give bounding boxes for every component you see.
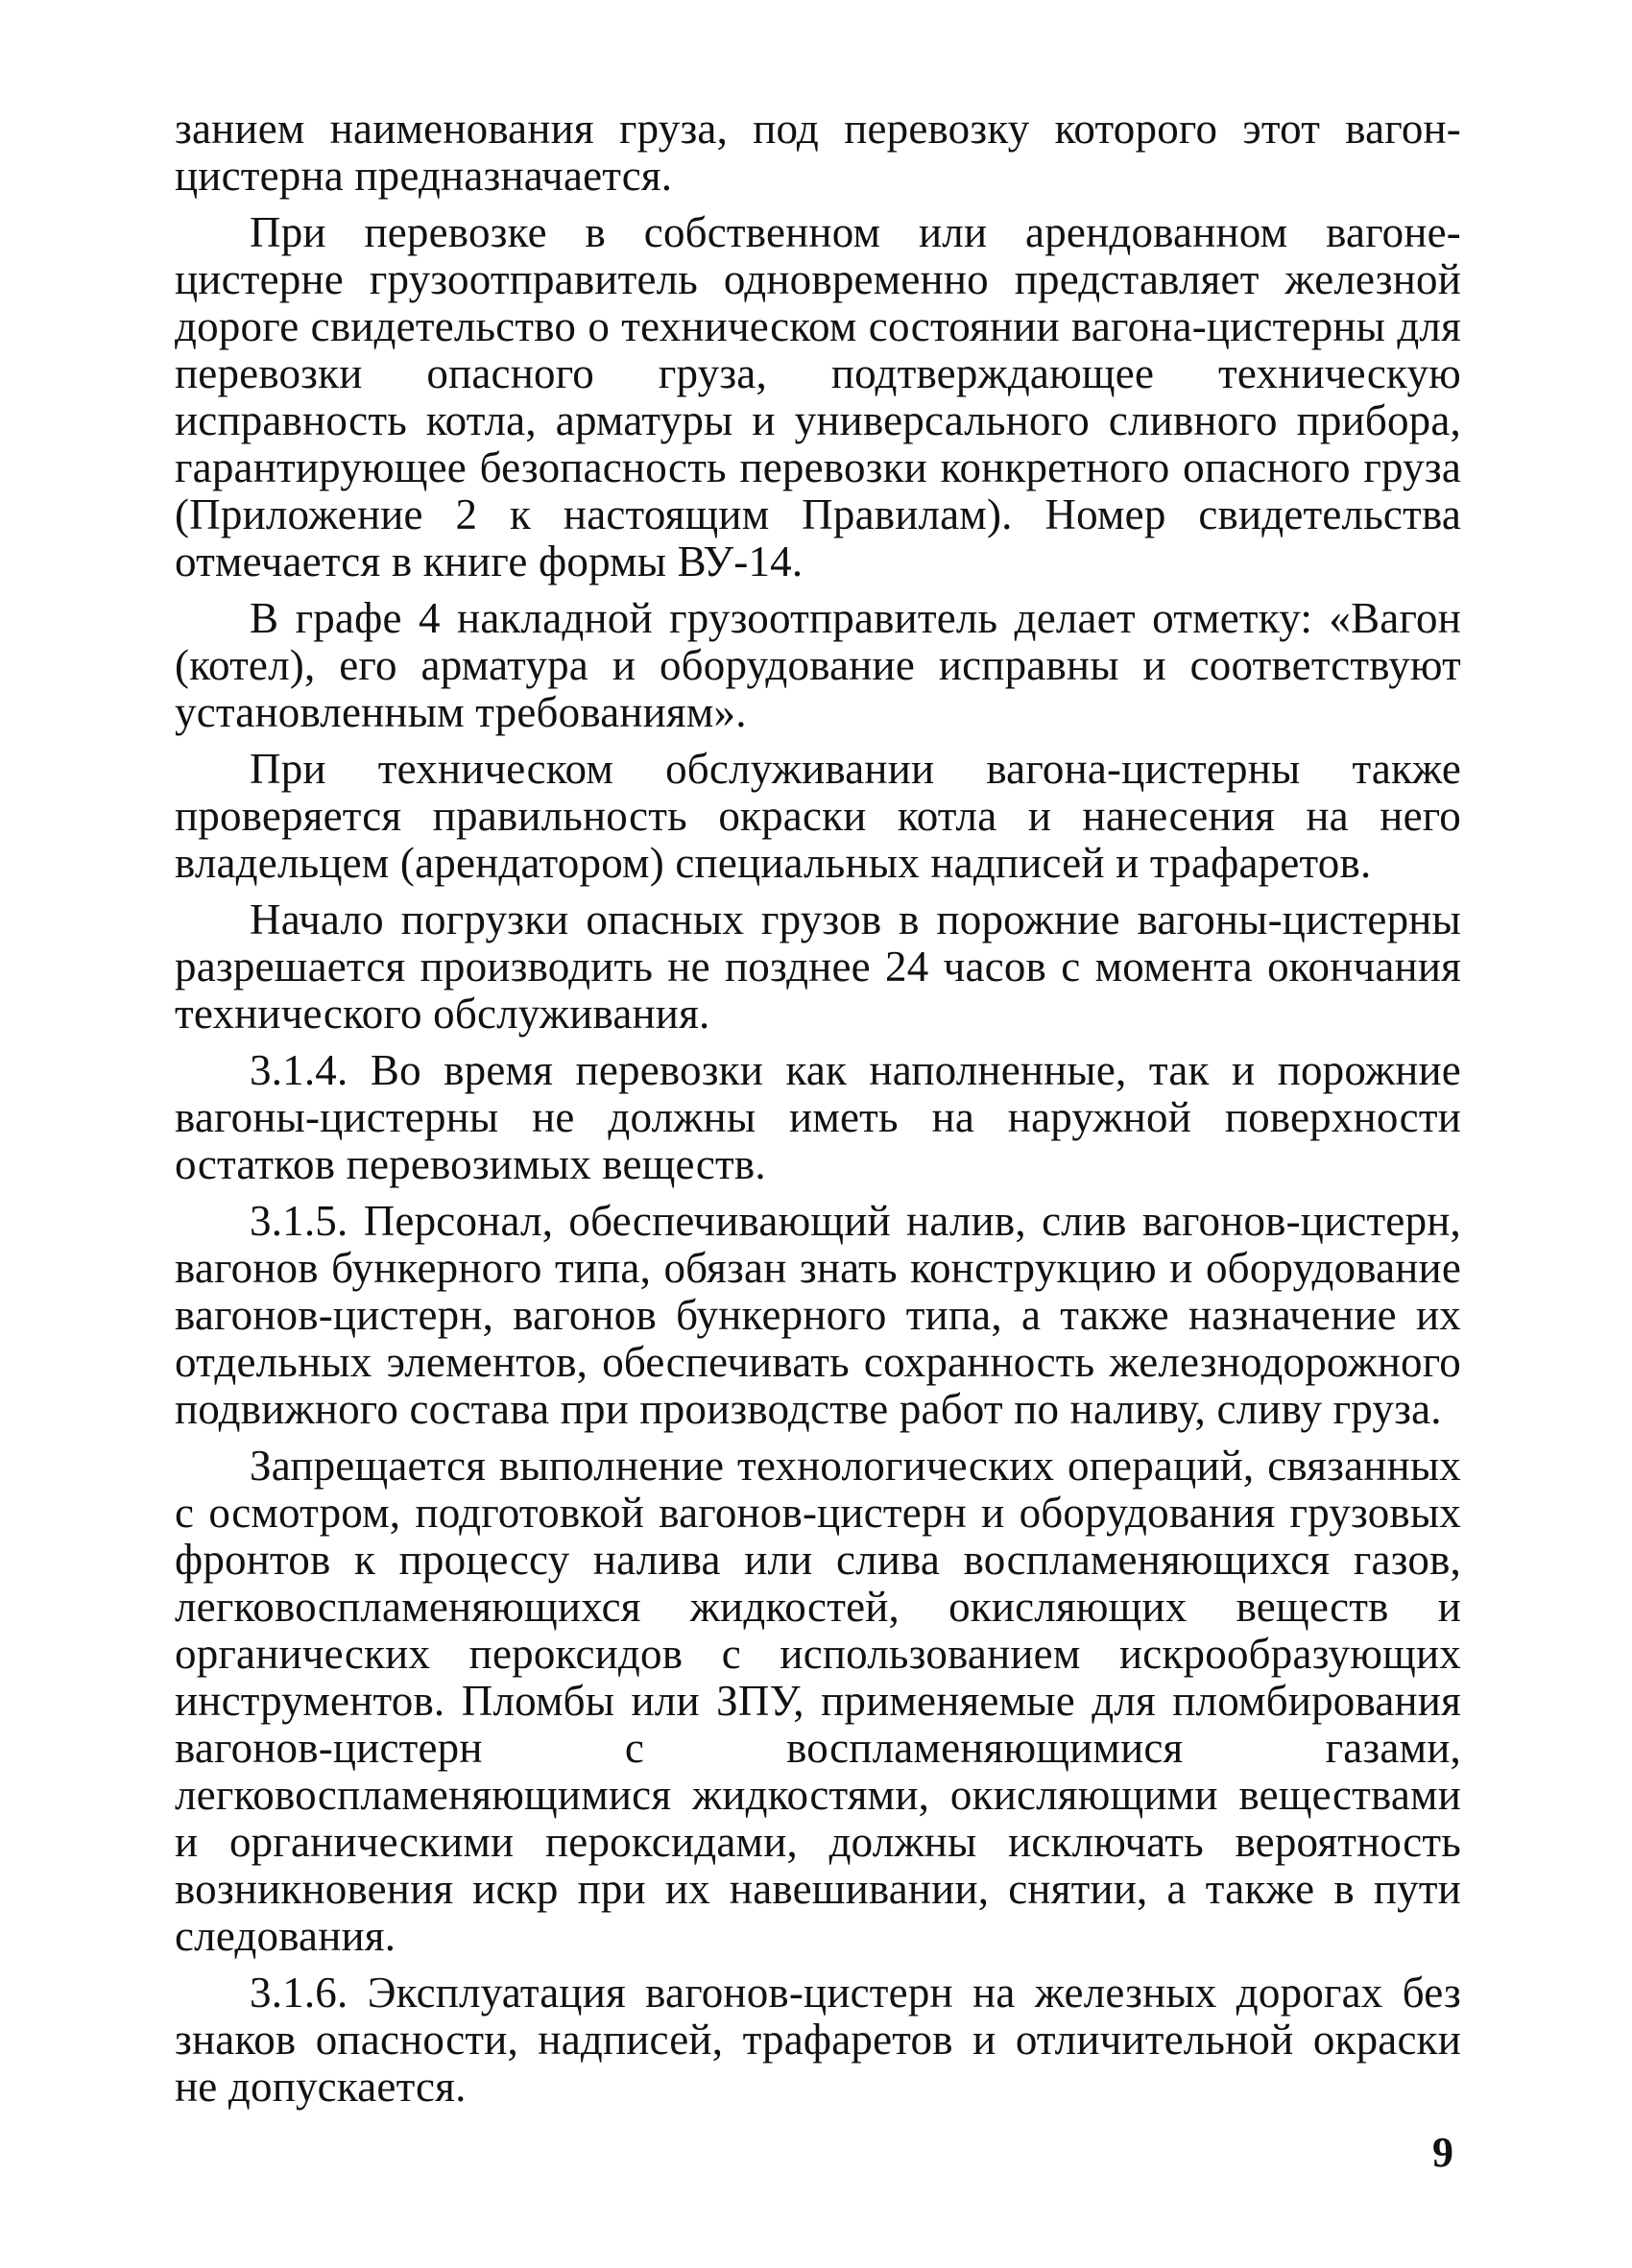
paragraph-continuation: занием наименования груза, под перевозку которого этот вагон-цистерна предназначается. <box>175 105 1461 200</box>
body-text <box>175 106 1461 2120</box>
paragraph-3-1-6: 3.1.6. Эксплуатация вагонов-цистерн на железных дорогах без знаков опасности, надписей, трафаретов и отличительной окраски не допускается. <box>175 1969 1461 2111</box>
paragraph-loading-start: Начало погрузки опасных грузов в порожние вагоны-цистерны разрешается производить не позднее 24 часов с момента окончания технического обслуживания. <box>175 895 1461 1038</box>
paragraph-technical-service-check: При техническом обслуживании вагона-цистерны также проверяется правильность окраски котла и нанесения на него владельцем (арендатором) специальных надписей и трафаретов. <box>175 745 1461 887</box>
paragraph-prohibition: Запрещается выполнение технологических операций, связанных с осмотром, подготовкой вагонов-цистерн и оборудования грузовых фронтов к процессу налива или слива воспламеняющихся газов, легковоспламеняющихся жидкостей, окисляющих веществ и органических пероксидов с использованием искрообразующих инструментов. Пломбы или ЗПУ, применяемые для пломбирования вагонов-цистерн с воспламеняющимися газами, легковоспламеняющимися жидкостями, окисляющими веществами и органическими пероксидами, должны исключать вероятность возникновения искр при их навешивании, снятии, а также в пути следования. <box>175 1442 1461 1960</box>
paragraph-waybill-mark: В графе 4 накладной грузоотправитель делает отметку: «Вагон (котел), его арматура и оборудование исправны и соответствуют установленным требованиям». <box>175 594 1461 736</box>
paragraph-3-1-4: 3.1.4. Во время перевозки как наполненные, так и порожние вагоны-цистерны не должны иметь на наружной поверхности остатков перевозимых веществ. <box>175 1046 1461 1188</box>
paragraph-own-wagon-certificate: При перевозке в собственном или арендованном вагоне-цистерне грузоотправитель одновременно представляет железной дороге свидетельство о техническом состоянии вагона-цистерны для перевозки опасного груза, подтверждающее техническую исправность котла, арматуры и универсального сливного прибора, гарантирующее безопасность перевозки конкретного опасного груза (Приложение 2 к настоящим Правилам). Номер свидетельства отмечается в книге формы ВУ-14. <box>175 208 1461 585</box>
page-number: 9 <box>1432 2129 1453 2176</box>
paragraph-3-1-5: 3.1.5. Персонал, обеспечивающий налив, слив вагонов-цистерн, вагонов бункерного типа, обязан знать конструкцию и оборудование вагонов-цистерн, вагонов бункерного типа, а также назначение их отдельных элементов, обеспечивать сохранность железнодорожного подвижного состава при производстве работ по наливу, сливу груза. <box>175 1197 1461 1433</box>
